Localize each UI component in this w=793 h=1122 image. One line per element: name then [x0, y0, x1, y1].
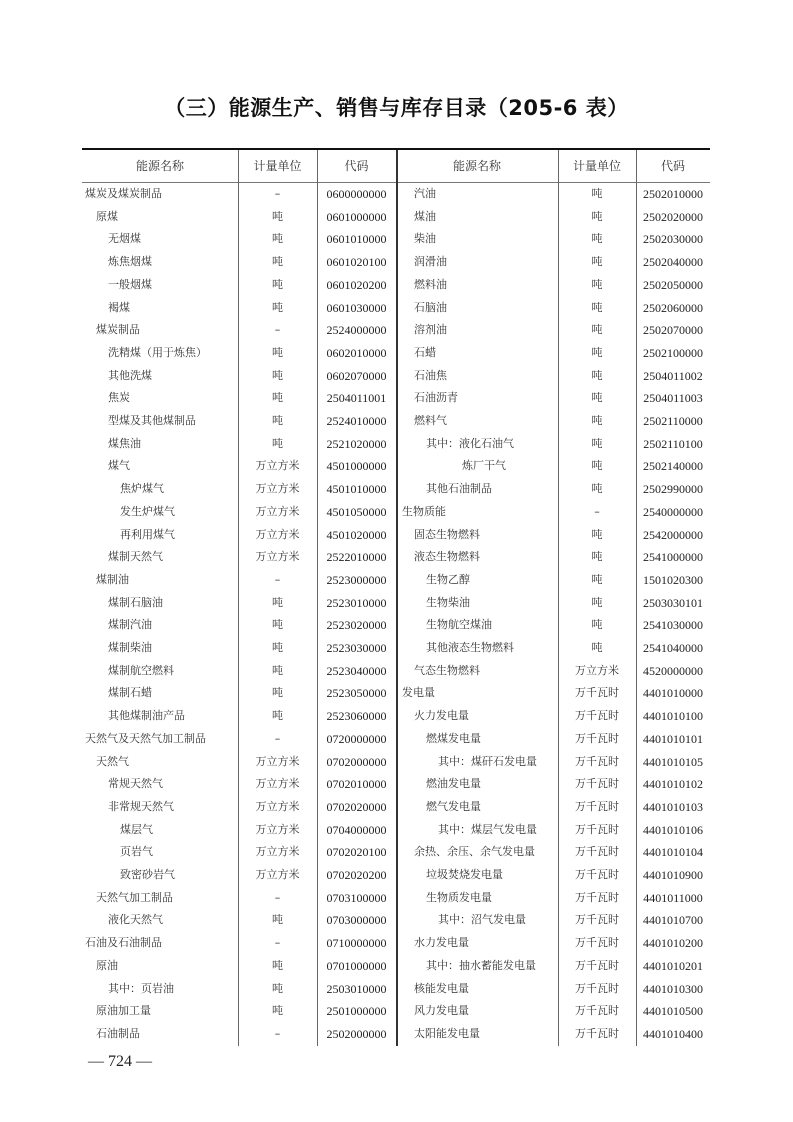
code: 2523000000 — [326, 572, 387, 587]
code: 2502050000 — [643, 277, 703, 292]
unit: 万立方米 — [255, 754, 300, 768]
code: 4401010100 — [643, 709, 703, 724]
code: 0602010000 — [326, 345, 387, 360]
unit: 吨 — [272, 641, 283, 654]
unit: 吨 — [591, 641, 603, 654]
unit: 万立方米 — [255, 777, 300, 791]
code: 4401010103 — [643, 799, 703, 814]
code: 2502060000 — [643, 300, 703, 315]
unit: 万立方米 — [255, 527, 300, 541]
code: 0703000000 — [326, 913, 387, 928]
energy-name: 生物质发电量 — [426, 890, 492, 904]
code: 2523020000 — [326, 618, 387, 633]
unit: 吨 — [591, 527, 603, 541]
energy-name: 煤制石脑油 — [108, 595, 163, 609]
unit: 吨 — [272, 709, 283, 723]
code: 0600000000 — [326, 187, 387, 201]
code: 2523050000 — [326, 686, 387, 701]
energy-name: 煤制柴油 — [108, 641, 152, 654]
energy-name: 其中：沼气发电量 — [438, 913, 526, 927]
code: 2502040000 — [643, 255, 703, 270]
unit: 万立方米 — [255, 504, 300, 518]
code: 4401010101 — [643, 731, 703, 746]
energy-name: 石蜡 — [414, 345, 436, 359]
code: 0720000000 — [326, 731, 387, 746]
unit: 吨 — [272, 345, 283, 359]
unit: 吨 — [272, 913, 283, 927]
unit: 吨 — [591, 482, 603, 496]
code: 0601020100 — [326, 255, 387, 270]
energy-name: 燃油发电量 — [426, 777, 481, 791]
energy-name: 生物航空煤油 — [426, 618, 492, 632]
unit: 万千瓦时 — [575, 731, 619, 745]
unit: 万立方米 — [255, 868, 300, 881]
energy-name: 其他石油制品 — [426, 482, 492, 496]
energy-name: 溶剂油 — [414, 323, 447, 337]
code: 0702020000 — [326, 799, 387, 814]
energy-name: 其他洗煤 — [108, 368, 152, 382]
code: 4401010000 — [643, 686, 703, 701]
energy-name: 炼厂干气 — [462, 459, 506, 473]
energy-name: 核能发电量 — [414, 981, 469, 995]
unit: 万立方米 — [255, 799, 300, 813]
energy-name: 太阳能发电量 — [414, 1026, 480, 1040]
energy-name: 常规天然气 — [108, 777, 163, 791]
unit: 吨 — [272, 618, 283, 632]
energy-name: 褐煤 — [108, 300, 130, 314]
code: 2502070000 — [643, 323, 703, 338]
code: 2503030101 — [643, 595, 703, 610]
unit: 万千瓦时 — [575, 754, 619, 768]
unit: 吨 — [272, 686, 283, 700]
unit: 万千瓦时 — [575, 1026, 619, 1040]
code: 4401010700 — [643, 913, 703, 928]
page-number: — 724 — — [88, 1053, 152, 1070]
unit: 万千瓦时 — [575, 845, 619, 859]
code: 2541000000 — [643, 550, 703, 565]
code: 0601020200 — [326, 277, 387, 292]
unit: 吨 — [272, 595, 283, 609]
code: 2523030000 — [326, 641, 387, 655]
energy-name: 煤制石蜡 — [108, 686, 152, 700]
code: 4401010900 — [643, 868, 703, 882]
energy-name: 生物柴油 — [426, 595, 470, 609]
unit: 万立方米 — [255, 482, 300, 496]
energy-name: 煤制航空燃料 — [108, 663, 174, 677]
code: 2524000000 — [326, 323, 387, 338]
unit: 万千瓦时 — [575, 822, 619, 836]
unit: 吨 — [272, 277, 283, 291]
code: 4501050000 — [326, 504, 387, 519]
unit: 万千瓦时 — [575, 958, 619, 972]
energy-name: 洗精煤（用于炼焦） — [108, 345, 207, 359]
energy-name: 煤油 — [414, 209, 436, 223]
energy-name: 发电量 — [402, 686, 435, 700]
page-title: （三）能源生产、销售与库存目录（205-6 表） — [164, 96, 629, 120]
unit: 吨 — [591, 618, 603, 632]
table-body — [82, 183, 710, 1046]
energy-name: 页岩气 — [120, 845, 153, 859]
unit: 吨 — [591, 550, 603, 564]
unit: 吨 — [272, 981, 283, 995]
unit: 吨 — [591, 323, 603, 337]
code: 0704000000 — [326, 822, 387, 837]
unit: 吨 — [272, 391, 283, 405]
energy-name: 气态生物燃料 — [414, 663, 480, 677]
unit: 吨 — [272, 232, 283, 246]
code: 2502110000 — [643, 414, 703, 428]
code: 2502020000 — [643, 209, 703, 224]
code: 2501000000 — [326, 1004, 387, 1019]
unit: 吨 — [591, 232, 603, 246]
energy-name: 煤炭及煤炭制品 — [85, 187, 162, 200]
code: 0702020100 — [326, 845, 387, 860]
unit: 吨 — [591, 209, 603, 223]
code: 2542000000 — [643, 527, 703, 542]
header-code-left: 代码 — [344, 159, 369, 173]
energy-name: 火力发电量 — [414, 709, 469, 723]
code: 2504011002 — [643, 368, 703, 383]
code: 4401011000 — [643, 890, 703, 905]
code: 2523040000 — [326, 663, 387, 678]
energy-name: 再利用煤气 — [120, 527, 175, 541]
energy-name: 润滑油 — [414, 255, 447, 269]
energy-name: 生物乙醇 — [426, 572, 470, 586]
code: 0710000000 — [326, 936, 387, 951]
code: 2502990000 — [643, 482, 703, 497]
code: 0702020200 — [326, 868, 387, 882]
code: 4401010106 — [643, 822, 703, 837]
energy-name: 生物质能 — [402, 504, 446, 518]
unit: 吨 — [591, 187, 603, 200]
energy-name: 燃料气 — [414, 414, 447, 427]
code: 4401010201 — [643, 958, 703, 973]
unit: 吨 — [591, 595, 603, 609]
energy-name: 燃气发电量 — [426, 799, 481, 813]
unit: 吨 — [591, 277, 603, 291]
energy-name: 柴油 — [414, 232, 436, 246]
energy-name: 水力发电量 — [414, 936, 469, 950]
unit: 吨 — [591, 368, 603, 382]
unit: 吨 — [272, 209, 283, 223]
code: 2502030000 — [643, 232, 703, 247]
unit: 吨 — [272, 663, 283, 677]
energy-name: 煤制汽油 — [108, 618, 152, 632]
code: 2502100000 — [643, 345, 703, 360]
code: 4401010200 — [643, 936, 703, 951]
code: 0601000000 — [326, 209, 387, 224]
unit: 万立方米 — [255, 550, 300, 564]
unit: – — [594, 504, 600, 518]
code: 4401010102 — [643, 777, 703, 792]
unit: 万千瓦时 — [575, 868, 619, 881]
energy-name: 原油 — [96, 958, 118, 972]
energy-name: 其中：抽水蓄能发电量 — [426, 958, 536, 972]
unit: – — [274, 731, 281, 745]
code: 0602070000 — [326, 368, 387, 383]
energy-name: 液化天然气 — [108, 913, 163, 927]
code: 2523010000 — [326, 595, 387, 610]
energy-name: 其中：液化石油气 — [426, 436, 514, 450]
energy-name: 石油沥青 — [414, 391, 458, 405]
unit: 万千瓦时 — [575, 890, 619, 904]
code: 2522010000 — [326, 550, 387, 565]
unit: 万立方米 — [575, 663, 619, 677]
unit: 万千瓦时 — [575, 1004, 619, 1018]
unit: 万千瓦时 — [575, 799, 619, 813]
energy-name: 风力发电量 — [414, 1004, 469, 1018]
code: 2504011001 — [326, 391, 387, 406]
code: 4401010105 — [643, 754, 703, 769]
unit: – — [274, 187, 281, 200]
code: 2540000000 — [643, 504, 703, 519]
energy-name: 液态生物燃料 — [414, 550, 480, 564]
unit: 万立方米 — [255, 822, 300, 836]
code: 4401010400 — [643, 1026, 703, 1041]
header-unit-right: 计量单位 — [572, 159, 621, 173]
energy-name: 石油及石油制品 — [85, 936, 162, 950]
unit: 吨 — [272, 436, 283, 450]
energy-name: 焦炭 — [108, 391, 130, 405]
energy-name: 煤制油 — [96, 572, 129, 586]
energy-name: 煤制天然气 — [108, 550, 163, 564]
unit: 吨 — [272, 300, 283, 314]
unit: 万千瓦时 — [575, 709, 619, 723]
unit: 吨 — [272, 255, 283, 269]
unit: 万立方米 — [255, 845, 300, 859]
energy-name: 其他液态生物燃料 — [426, 641, 514, 654]
energy-name: 石油焦 — [414, 368, 447, 382]
code: 2502110100 — [643, 436, 703, 451]
energy-name: 无烟煤 — [108, 232, 141, 246]
unit: – — [274, 323, 281, 337]
energy-name: 其中：页岩油 — [108, 981, 174, 995]
energy-name: 天然气 — [96, 754, 129, 768]
unit: – — [274, 890, 281, 904]
unit: 吨 — [591, 459, 603, 473]
energy-name: 型煤及其他煤制品 — [108, 414, 196, 427]
unit: 吨 — [591, 300, 603, 314]
energy-name: 燃料油 — [414, 277, 447, 291]
unit: 吨 — [272, 1004, 283, 1018]
code: 0601030000 — [326, 300, 387, 315]
energy-name: 固态生物燃料 — [414, 527, 480, 541]
unit: – — [274, 936, 281, 950]
code: 2524010000 — [326, 414, 387, 428]
energy-name: 其他煤制油产品 — [108, 709, 185, 723]
energy-name: 天然气加工制品 — [96, 890, 173, 904]
code: 2503010000 — [326, 981, 387, 996]
code: 4501010000 — [326, 482, 387, 497]
code: 0703100000 — [326, 890, 387, 905]
unit: 万千瓦时 — [575, 913, 619, 927]
unit: – — [274, 572, 281, 586]
energy-name: 一般烟煤 — [108, 277, 152, 291]
code: 2502140000 — [643, 459, 703, 474]
energy-name: 煤层气 — [120, 822, 153, 836]
code: 4520000000 — [643, 663, 703, 678]
energy-name: 原煤 — [96, 209, 118, 223]
energy-name: 垃圾焚烧发电量 — [426, 868, 503, 881]
unit: 吨 — [591, 572, 603, 586]
code: 2541040000 — [643, 641, 703, 655]
unit: 吨 — [591, 391, 603, 405]
unit: 吨 — [591, 436, 603, 450]
unit: 吨 — [591, 345, 603, 359]
code: 0601010000 — [326, 232, 387, 247]
energy-name: 其中：煤层气发电量 — [438, 822, 537, 836]
unit: 吨 — [591, 255, 603, 269]
unit: 万千瓦时 — [575, 981, 619, 995]
code: 2541030000 — [643, 618, 703, 633]
unit: 万千瓦时 — [575, 936, 619, 950]
code: 2523060000 — [326, 709, 387, 724]
code: 4401010500 — [643, 1004, 703, 1019]
code: 2504011003 — [643, 391, 703, 406]
header-unit-left: 计量单位 — [253, 159, 302, 173]
energy-name: 炼焦烟煤 — [108, 255, 152, 269]
energy-name: 原油加工量 — [96, 1004, 151, 1018]
unit: 万千瓦时 — [575, 777, 619, 791]
unit: 万千瓦时 — [575, 686, 619, 700]
code: 2502000000 — [326, 1026, 387, 1041]
code: 0702010000 — [326, 777, 387, 792]
code: 0702000000 — [326, 754, 387, 769]
energy-name: 天然气及天然气加工制品 — [85, 731, 206, 745]
header-energy-name-left: 能源名称 — [135, 159, 184, 173]
code: 4401010104 — [643, 845, 703, 860]
energy-name: 煤气 — [108, 459, 130, 473]
energy-name: 煤焦油 — [108, 436, 141, 450]
energy-name: 发生炉煤气 — [120, 504, 175, 518]
code: 0701000000 — [326, 958, 387, 973]
code: 2502010000 — [643, 187, 703, 201]
code: 4401010300 — [643, 981, 703, 996]
code: 2521020000 — [326, 436, 387, 451]
code: 1501020300 — [643, 572, 703, 587]
unit: – — [274, 1026, 281, 1040]
energy-name: 其中：煤矸石发电量 — [438, 754, 537, 768]
energy-name: 致密砂岩气 — [120, 868, 175, 881]
energy-name: 非常规天然气 — [108, 799, 174, 813]
unit: 吨 — [272, 368, 283, 382]
energy-name: 石脑油 — [414, 300, 447, 314]
unit: 吨 — [272, 958, 283, 972]
energy-name: 汽油 — [414, 187, 436, 200]
unit: 吨 — [272, 414, 283, 427]
code: 4501000000 — [326, 459, 387, 474]
energy-name: 燃煤发电量 — [426, 731, 481, 745]
header-code-right: 代码 — [660, 159, 685, 173]
energy-name: 石油制品 — [96, 1026, 140, 1040]
header-energy-name-right: 能源名称 — [452, 159, 501, 173]
unit: 万立方米 — [255, 459, 300, 473]
energy-name: 煤炭制品 — [96, 323, 140, 337]
energy-name: 焦炉煤气 — [120, 482, 164, 496]
unit: 吨 — [591, 414, 603, 427]
code: 4501020000 — [326, 527, 387, 542]
energy-name: 余热、余压、余气发电量 — [414, 845, 535, 859]
